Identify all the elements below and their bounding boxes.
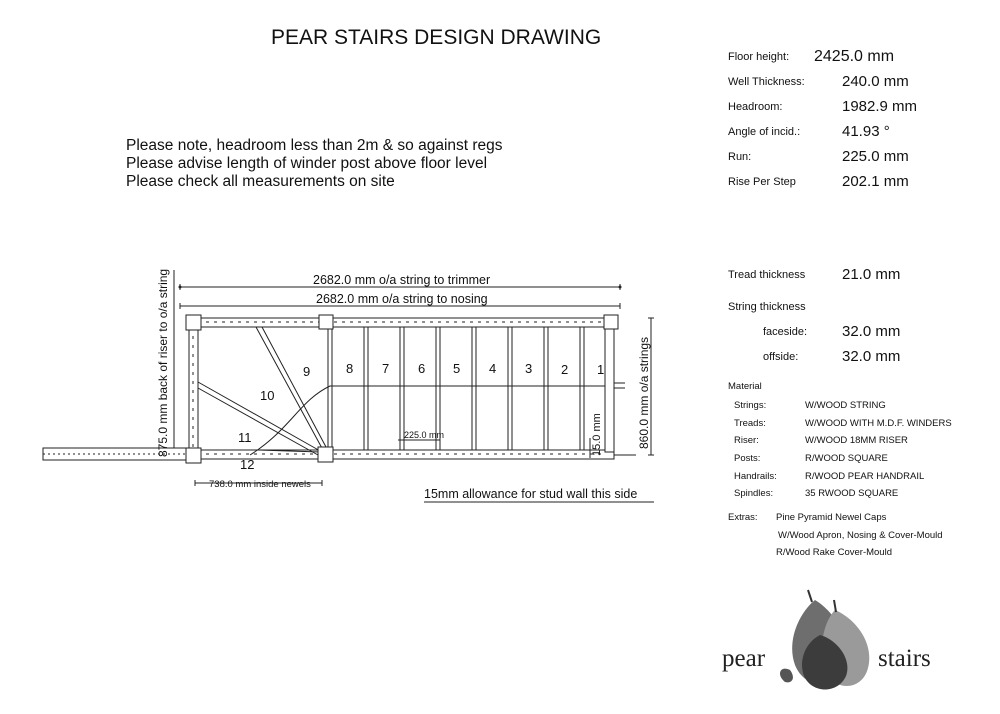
dim-left-text: 875.0 mm back of riser to o/a string: [156, 268, 170, 457]
extras-item: Pine Pyramid Newel Caps: [776, 512, 887, 523]
spec-value-well-thickness: 240.0 mm: [842, 73, 909, 90]
spec-value-run: 225.0 mm: [842, 148, 909, 165]
step-number: 11: [238, 430, 252, 445]
spec-label: Angle of incid.:: [728, 126, 801, 138]
spec-label: Floor height:: [728, 51, 790, 63]
dim-nosing-text: 2682.0 mm o/a string to nosing: [316, 292, 488, 306]
offside-label: offside:: [763, 351, 799, 363]
step-number: 7: [382, 361, 390, 376]
spec-label: Rise Per Step: [728, 176, 796, 188]
dim-right-text: 860.0 mm o/a strings: [637, 336, 651, 449]
note-headroom: Please note, headroom less than 2m & so against regs: [126, 137, 503, 154]
newel-post: [186, 448, 201, 463]
material-value: W/WOOD 18MM RISER: [805, 435, 908, 446]
material-value: W/WOOD STRING: [805, 400, 886, 411]
material-label: Riser:: [734, 435, 759, 446]
newel-post: [186, 315, 201, 330]
spec-value-floor-height: 2425.0 mm: [814, 48, 895, 65]
material-value: R/WOOD PEAR HANDRAIL: [805, 471, 925, 482]
step-number: 9: [303, 364, 311, 379]
offside-value: 32.0 mm: [842, 348, 901, 365]
material-label: Spindles:: [734, 488, 774, 499]
stud-note-text: 15mm allowance for stud wall this side: [424, 487, 638, 501]
logo-text-right: stairs: [878, 645, 931, 672]
step-number: 1: [597, 362, 605, 377]
spec-value-angle: 41.93 °: [842, 123, 890, 140]
dim-trimmer-text: 2682.0 mm o/a string to trimmer: [313, 273, 491, 287]
faceside-value: 32.0 mm: [842, 323, 901, 340]
dim-run-text: 225.0 mm: [404, 430, 445, 440]
step-number: 4: [489, 361, 497, 376]
step-number: 8: [346, 361, 354, 376]
material-heading: Material: [728, 381, 762, 392]
extras-item: R/Wood Rake Cover-Mould: [776, 547, 892, 558]
material-value: R/WOOD SQUARE: [805, 453, 888, 464]
tread-label: Tread thickness: [728, 269, 806, 281]
spec-label: Run:: [728, 151, 752, 163]
tread-value: 21.0 mm: [842, 266, 901, 283]
step-number: 6: [418, 361, 426, 376]
logo-text-left: pear: [722, 645, 766, 672]
dim-newels-text: 738.0 mm inside newels: [209, 479, 311, 490]
spec-label: Headroom:: [728, 101, 783, 113]
step-number: 5: [453, 361, 461, 376]
material-label: Posts:: [734, 453, 761, 464]
newel-post: [604, 315, 618, 329]
faceside-label: faceside:: [763, 326, 808, 338]
step-number: 10: [260, 388, 275, 403]
material-value: W/WOOD WITH M.D.F. WINDERS: [805, 418, 952, 429]
material-label: Strings:: [734, 400, 767, 411]
extras-label: Extras:: [728, 512, 758, 523]
step-number: 3: [525, 361, 533, 376]
dim-15-text: 15.0 mm: [591, 413, 603, 456]
newel-post: [319, 315, 333, 329]
newel-post: [318, 447, 333, 462]
string-label: String thickness: [728, 301, 806, 313]
spec-value-headroom: 1982.9 mm: [842, 98, 918, 115]
note-check-measurements: Please check all measurements on site: [126, 173, 395, 190]
spec-value-rise: 202.1 mm: [842, 173, 909, 190]
riser-lines: [328, 327, 584, 450]
material-value: 35 RWOOD SQUARE: [805, 488, 899, 499]
material-label: Treads:: [734, 418, 766, 429]
step-number: 12: [240, 457, 255, 472]
material-label: Handrails:: [734, 471, 777, 482]
string-right: [605, 325, 614, 452]
page-title: PEAR STAIRS DESIGN DRAWING: [271, 26, 602, 49]
spec-label: Well Thickness:: [728, 76, 805, 88]
pear-logo-icon: [780, 590, 869, 690]
note-winder-post: Please advise length of winder post above floor level: [126, 155, 488, 172]
extras-item: W/Wood Apron, Nosing & Cover-Mould: [778, 530, 943, 541]
step-number: 2: [561, 362, 569, 377]
